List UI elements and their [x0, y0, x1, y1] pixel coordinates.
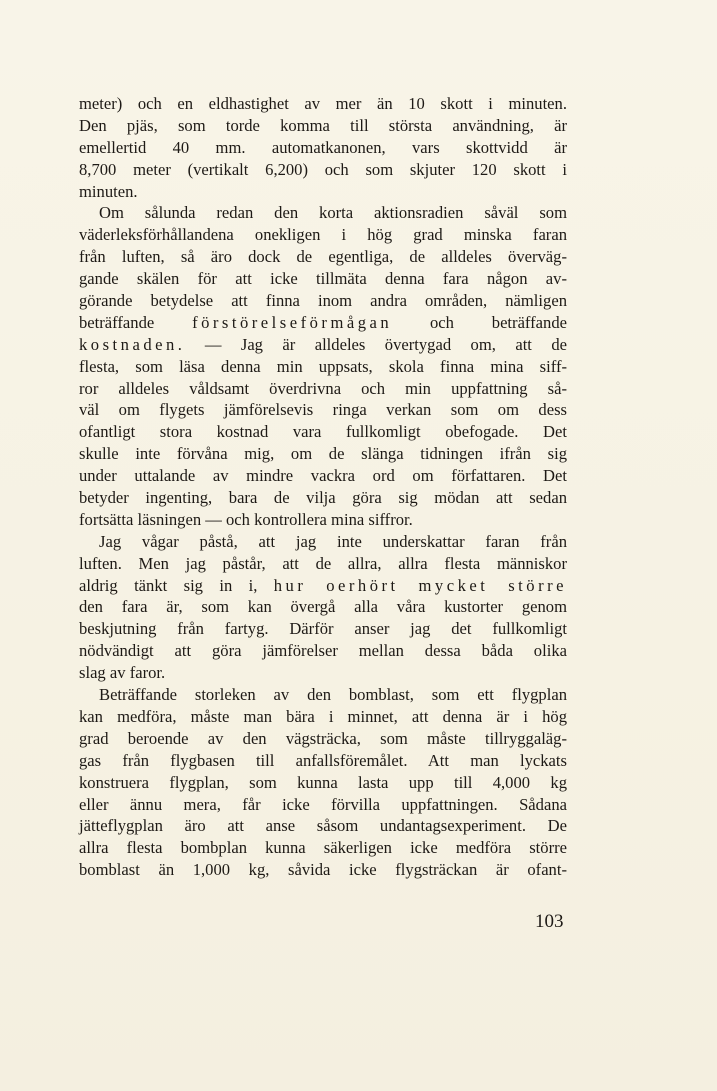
text-line: den fara är, som kan övergå alla våra kustorter genom: [79, 597, 567, 617]
text-line: väl om flygets jämförelsevis ringa verkan som om dess: [79, 400, 567, 420]
text-line: väderleksförhållandena onekligen i hög grad minska faran: [79, 225, 567, 245]
text-line: skulle inte förvåna mig, om de slänga tidningen ifrån sig: [79, 444, 567, 464]
text-line: flesta, som läsa denna min uppsats, skola finna mina siff-: [79, 356, 567, 376]
text-line: ror alldeles våldsamt överdrivna och min uppfattning så-: [79, 378, 567, 398]
text-line: beskjutning från fartyg. Därför anser jag det fullkomligt: [79, 619, 567, 639]
text-line: fortsätta läsningen — och kontrollera mina siffror.: [79, 509, 413, 529]
text-line: Jag vågar påstå, att jag inte underskattar faran från: [99, 531, 567, 551]
text-line: konstruera flygplan, som kunna lasta upp till 4,000 kg: [79, 772, 567, 792]
text-run: beträffande: [79, 312, 193, 332]
text-line: gas från flygbasen till anfallsföremålet. Att man lyckats: [79, 750, 567, 770]
text-line: ofantligt stora kostnad vara fullkomligt obefogade. Det: [79, 422, 567, 442]
text-line: [79, 334, 567, 356]
emphasized-text: förstörelseförmågan: [192, 312, 393, 332]
text-line: betyder ingenting, bara de vilja göra sig mödan att sedan: [79, 488, 567, 508]
emphasized-text: hur oerhört mycket större: [273, 575, 567, 595]
text-run: — Jag är alldeles övertygad om, att de: [185, 334, 567, 354]
text-line: från luften, så äro dock de egentliga, de alldeles överväg-: [79, 247, 567, 267]
text-line: [79, 575, 567, 597]
text-line: allra flesta bombplan kunna säkerligen icke medföra större: [79, 838, 567, 858]
text-line: jätteflygplan äro att anse såsom undantagsexperiment. De: [79, 816, 567, 836]
text-line: Om sålunda redan den korta aktionsradien såväl som: [99, 203, 567, 223]
text-line: luften. Men jag påstår, att de allra, allra flesta människor: [79, 553, 567, 573]
text-line: grad beroende av den vägsträcka, som måste tillryggaläg-: [79, 728, 567, 748]
text-line: Beträffande storleken av den bomblast, som ett flygplan: [99, 685, 567, 705]
text-line: [79, 312, 567, 334]
text-line: nödvändigt att göra jämförelser mellan dessa båda olika: [79, 641, 567, 661]
text-run: aldrig tänkt sig in i,: [79, 575, 274, 595]
text-line: kan medföra, måste man bära i minnet, att denna är i hög: [79, 706, 567, 726]
text-run: och beträffande: [392, 312, 568, 332]
text-line: 8,700 meter (vertikalt 6,200) och som skjuter 120 skott i: [79, 159, 567, 179]
text-line: görande betydelse att finna inom andra områden, nämligen: [79, 291, 567, 311]
text-line: under uttalande av mindre vackra ord om författaren. Det: [79, 466, 567, 486]
text-line: bomblast än 1,000 kg, såvida icke flygsträckan är ofant-: [79, 860, 567, 880]
text-line: Den pjäs, som torde komma till största användning, är: [79, 115, 567, 135]
text-line: eller ännu mera, får icke förvilla uppfattningen. Sådana: [79, 794, 567, 814]
text-line: gande skälen för att icke tillmäta denna fara någon av-: [79, 269, 567, 289]
body-text: [79, 93, 567, 881]
text-line: slag av faror.: [79, 663, 166, 683]
emphasized-text: kostnaden.: [79, 334, 186, 354]
text-line: emellertid 40 mm. automatkanonen, vars skottvidd är: [79, 137, 567, 157]
page-number: 103: [535, 911, 564, 932]
text-line: minuten.: [79, 181, 138, 201]
text-line: meter) och en eldhastighet av mer än 10 skott i minuten.: [79, 94, 567, 113]
